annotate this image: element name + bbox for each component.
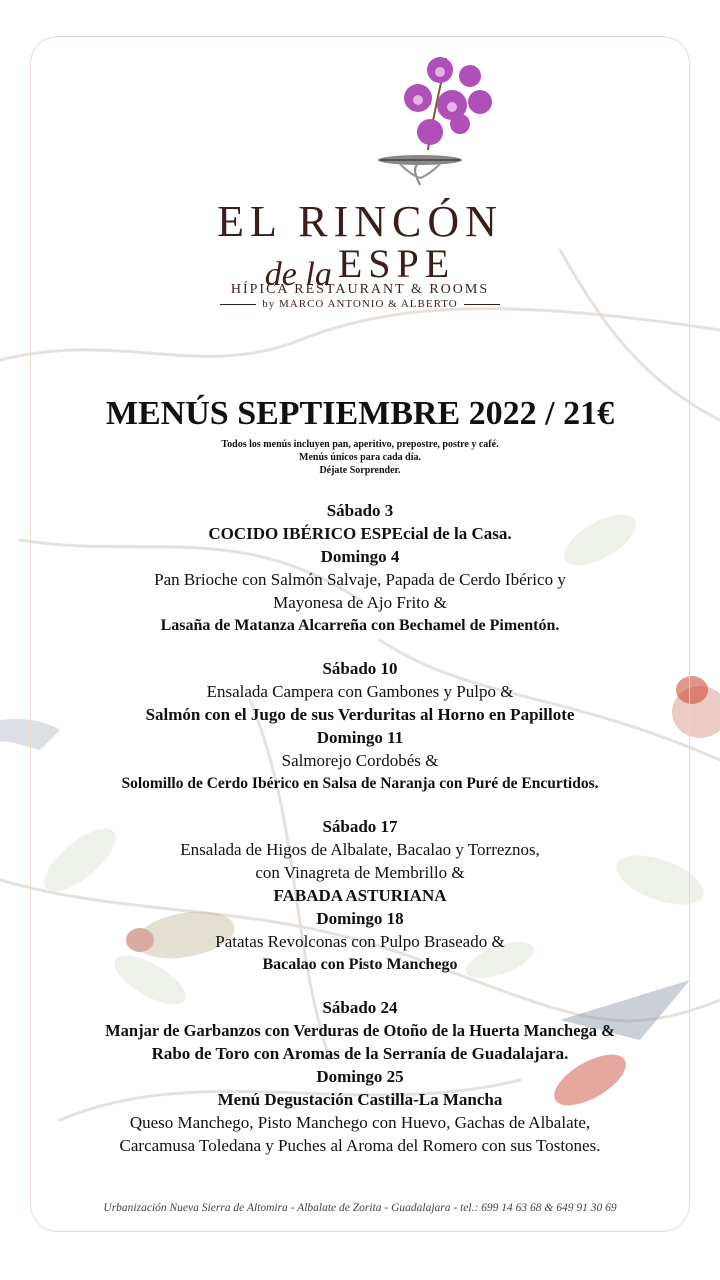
menu-day: Domingo 4 — [320, 547, 400, 566]
menu-dish: Lasaña de Matanza Alcarreña con Bechamel de Pimentón. — [160, 617, 560, 634]
tray-icon — [378, 155, 462, 185]
menu-dish: Rabo de Toro con Aromas de la Serranía de Guadalajara. — [151, 1044, 569, 1063]
menu-dish: Salmorejo Cordobés & — [281, 751, 439, 770]
menu-day: Domingo 18 — [316, 909, 404, 928]
note-line: Todos los menús incluyen pan, aperitivo, prepostre, postre y café. — [221, 439, 499, 450]
menu-dish: FABADA ASTURIANA — [273, 886, 447, 905]
menu-day: Sábado 10 — [322, 659, 398, 678]
brand-sub-script: de la — [264, 256, 332, 293]
menu-day: Domingo 25 — [316, 1067, 404, 1086]
brand-owners — [0, 298, 720, 310]
brand-name: EL RINCÓN — [217, 197, 503, 246]
brand-owners-text: by MARCO ANTONIO & ALBERTO — [262, 298, 458, 310]
menu-dish: Salmón con el Jugo de sus Verduritas al Horno en Papillote — [145, 705, 575, 724]
menu-dish: Ensalada de Higos de Albalate, Bacalao y Torreznos, — [180, 840, 540, 859]
menu-day: Domingo 11 — [316, 728, 404, 747]
menu-dish: Solomillo de Cerdo Ibérico en Salsa de Naranja con Puré de Encurtidos. — [121, 775, 599, 792]
menu-dish: Carcamusa Toledana y Puches al Aroma del Romero con sus Tostones. — [119, 1136, 601, 1155]
footer-address: Urbanización Nueva Sierra de Altomira - Albalate de Zorita - Guadalajara - tel.: 699 14 63 68 & 649 91 30 69 — [103, 1202, 617, 1214]
brand-tagline: HÍPICA RESTAURANT & ROOMS — [230, 282, 490, 297]
menu-dish: COCIDO IBÉRICO ESPEcial de la Casa. — [208, 524, 512, 543]
menu-dish: Queso Manchego, Pisto Manchego con Huevo, Gachas de Albalate, — [129, 1113, 591, 1132]
menu-day: Sábado 24 — [322, 998, 398, 1017]
menu-notes — [24, 438, 696, 477]
page-title: MENÚS SEPTIEMBRE 2022 / 21€ — [105, 395, 615, 432]
menu-dish: Manjar de Garbanzos con Verduras de Otoño de la Huerta Manchega & — [105, 1021, 615, 1040]
menu-content — [24, 392, 696, 1157]
menu-dish: Menú Degustación Castilla-La Mancha — [217, 1090, 503, 1109]
menu-dish: Patatas Revolconas con Pulpo Braseado & — [215, 932, 505, 951]
menu-day: Sábado 3 — [326, 501, 394, 520]
menu-list — [24, 499, 696, 1157]
note-line: Menús únicos para cada día. — [299, 452, 421, 463]
menu-dish: Bacalao con Pisto Manchego — [262, 956, 458, 973]
menu-dish: Pan Brioche con Salmón Salvaje, Papada de Cerdo Ibérico y — [154, 570, 566, 589]
menu-day: Sábado 17 — [322, 817, 398, 836]
menu-dish: Ensalada Campera con Gambones y Pulpo & — [206, 682, 514, 701]
menu-dish: con Vinagreta de Membrillo & — [255, 863, 465, 882]
menu-dish: Mayonesa de Ajo Frito & — [273, 593, 447, 612]
note-line: Déjate Sorprender. — [319, 465, 401, 476]
brand-sub-word: ESPE — [337, 241, 456, 286]
orchid-icon — [404, 57, 492, 150]
